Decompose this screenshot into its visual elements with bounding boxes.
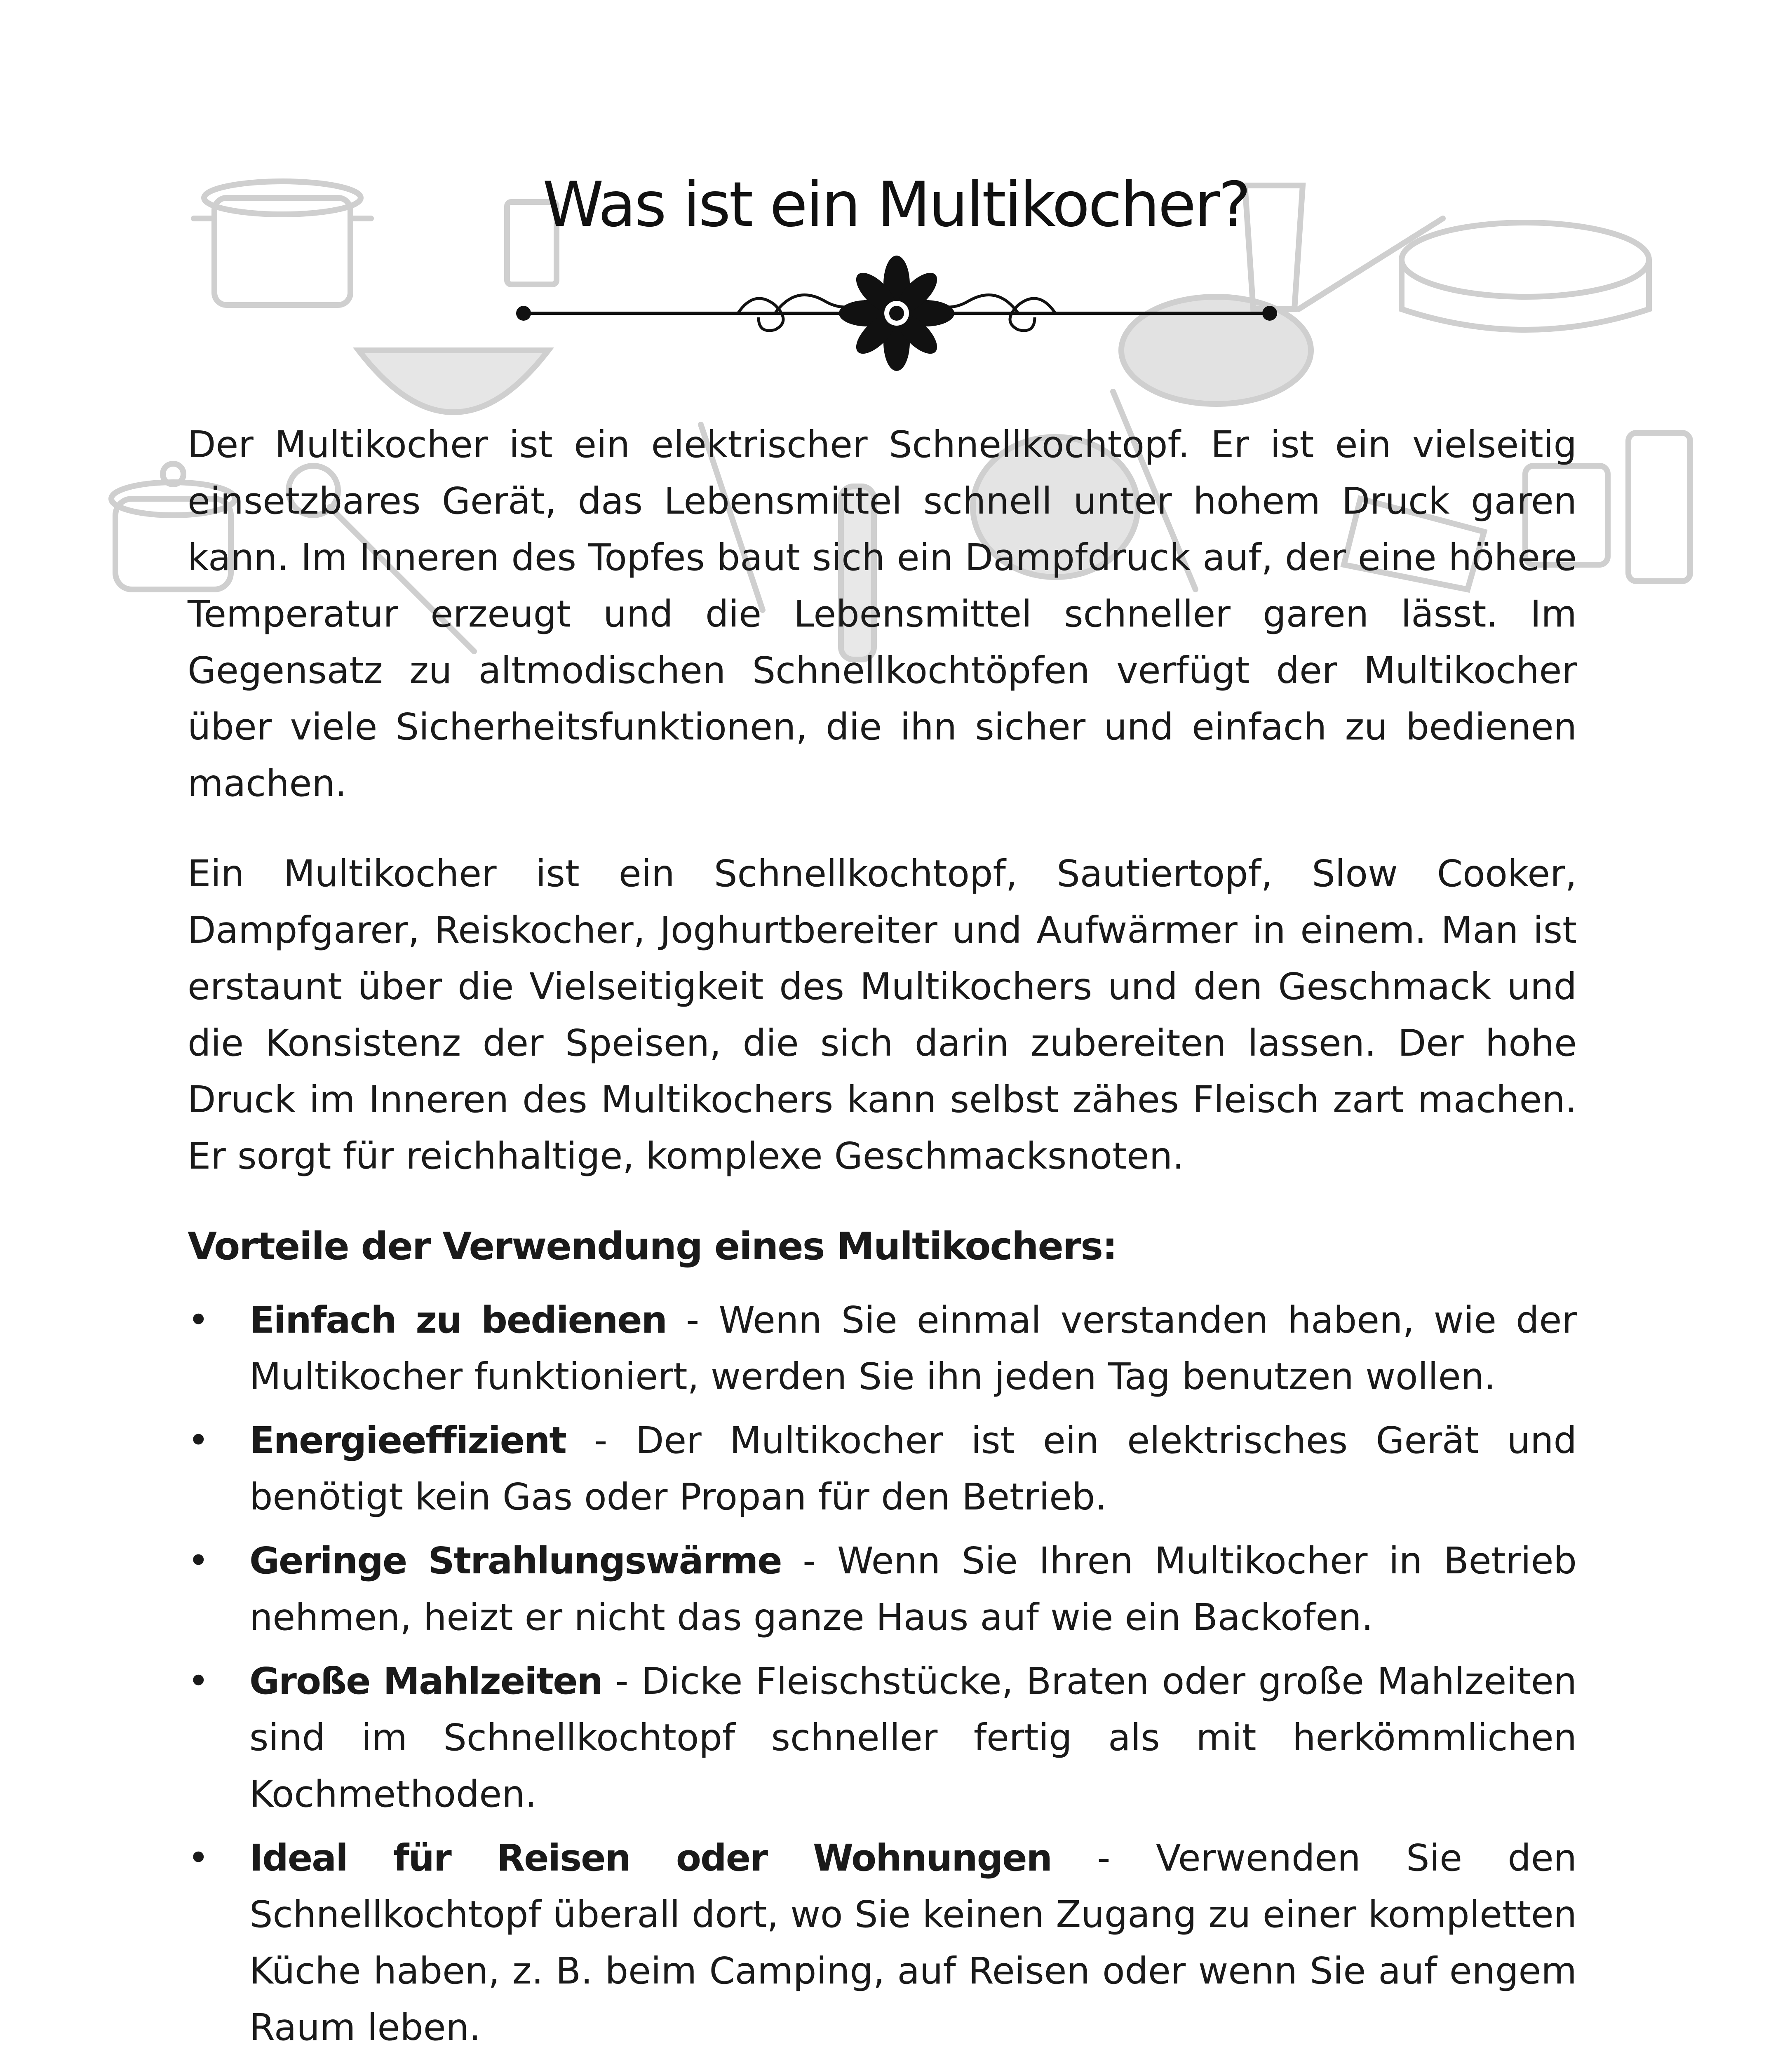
page-title: Was ist ein Multikocher? [543, 169, 1249, 241]
list-item [188, 1830, 1577, 2056]
advantage-text: - Dicke Fleischstücke, Braten oder große Mahlzeiten sind im Schnellkochtopf schneller fertig als mit herkömmlichen Kochmethoden. [249, 1660, 1577, 1815]
advantages-list [188, 1292, 1577, 2056]
advantage-term: Einfach zu bedienen [249, 1298, 667, 1341]
advantage-term: Energieeffizient [249, 1419, 566, 1462]
list-item [188, 1292, 1577, 1405]
bullet-icon: • [188, 1298, 209, 1341]
article-body [188, 416, 1577, 2061]
advantage-text: - Verwenden Sie den Schnellkochtopf überall dort, wo Sie keinen Zugang zu einer kompletten Küche haben, z. B. beim Camping, auf Reisen oder wenn Sie auf engem Raum leben. [249, 1836, 1577, 2049]
advantage-text: - Wenn Sie Ihren Multikocher in Betrieb nehmen, heizt er nicht das ganze Haus auf wie ein Backofen. [249, 1539, 1577, 1638]
advantage-term: Ideal für Reisen oder Wohnungen [249, 1836, 1052, 1879]
list-item [188, 1533, 1577, 1646]
advantage-text: - Der Multikocher ist ein elektrisches Gerät und benötigt kein Gas oder Propan für den Betrieb. [249, 1419, 1577, 1518]
bullet-icon: • [188, 1836, 209, 1879]
list-item [188, 1653, 1577, 1822]
bullet-icon: • [188, 1419, 209, 1462]
bullet-icon: • [188, 1539, 209, 1582]
paragraph: Der Multikocher ist ein elektrischer Schnellkochtopf. Er ist ein vielseitig einsetzbares Gerät, das Lebensmittel schnell unter hohem Druck garen kann. Im Inneren des Topfes baut sich ein Dampfdruck auf, der eine höhere Temperatur erzeugt und die Lebensmittel schneller garen lässt. Im Gegensatz zu altmodischen Schnellkochtöpfen verfügt der Multikocher über viele Sicherheitsfunktionen, die ihn sicher und einfach zu bedienen machen. [188, 423, 1577, 805]
advantage-text: - Wenn Sie einmal verstanden haben, wie der Multikocher funktioniert, werden Sie ihn jeden Tag benutzen wollen. [249, 1298, 1577, 1398]
list-item [188, 1412, 1577, 1525]
advantage-term: Geringe Strahlungswärme [249, 1539, 782, 1582]
advantage-term: Große Mahlzeiten [249, 1660, 602, 1702]
paragraph: Ein Multikocher ist ein Schnellkochtopf, Sautiertopf, Slow Cooker, Dampfgarer, Reiskocher, Joghurtbereiter und Aufwärmer in einem. Man ist erstaunt über die Vielseitigkeit des Multikochers und den Geschmack und die Konsistenz der Speisen, die sich darin zubereiten lassen. Der hohe Druck im Inneren des Multikochers kann selbst zähes Fleisch zart machen. Er sorgt für reichhaltige, komplexe Geschmacksnoten. [188, 852, 1577, 1177]
bullet-icon: • [188, 1660, 209, 1702]
advantages-heading: Vorteile der Verwendung eines Multikochers: [188, 1224, 1117, 1268]
flourish-ornament-icon [511, 251, 1282, 375]
